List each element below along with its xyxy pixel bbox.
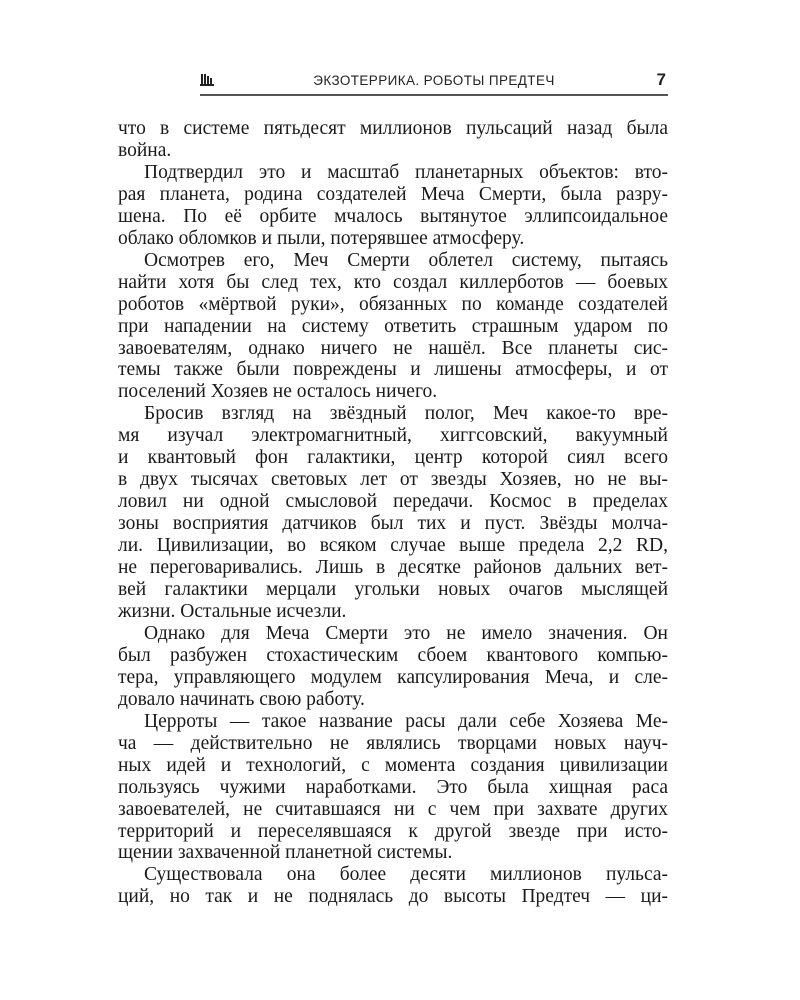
text-line: найти хотя бы след тех, кто создал киллерботов — боевых — [118, 271, 668, 293]
text-line: война. — [118, 139, 172, 161]
text-line: ных идей и технологий, с момента создания цивилизации — [118, 754, 668, 776]
text-line: что в системе пятьдесят миллионов пульсаций назад была — [118, 118, 668, 139]
text-line: Подтвердил это и масштаб планетарных объектов: вто- — [144, 161, 668, 183]
text-line: пользуясь чужими наработками. Это была хищная раса — [118, 776, 668, 798]
text-line: в двух тысячах световых лет от звезды Хозяев, но не вы- — [118, 469, 668, 491]
text-line: мя изучал электромагнитный, хиггсовский, вакуумный — [118, 425, 668, 447]
text-line: Существовала она более десяти миллионов пульса- — [144, 864, 668, 886]
paragraph — [118, 250, 668, 404]
text-line: завоевателям, однако ничего не нашёл. Все планеты сис- — [118, 337, 668, 359]
text-line: вей галактики мерцали угольки новых очагов мыслящей — [118, 579, 668, 601]
text-line: Однако для Меча Смерти это не имело значения. Он — [144, 622, 668, 644]
paragraph — [118, 162, 668, 250]
text-line: облако обломков и пыли, потерявшее атмосферу. — [118, 227, 525, 249]
page-number: 7 — [656, 70, 666, 89]
running-header — [200, 70, 668, 96]
paragraph — [118, 711, 668, 865]
text-line: поселений Хозяев не осталось ничего. — [118, 381, 438, 403]
text-line: тера, управляющего модулем капсулирования Меча, и сле- — [118, 666, 668, 688]
text-line: шена. По её орбите мчалось вытянутое эллипсоидальное — [118, 205, 668, 227]
text-line: не переговаривались. Лишь в десятке районов дальних вет- — [118, 557, 668, 579]
text-line: рая планета, родина создателей Меча Смерти, была разру- — [118, 183, 668, 205]
paragraph — [118, 864, 668, 908]
text-line: ли. Цивилизации, во всяком случае выше предела 2,2 RD, — [118, 535, 668, 557]
text-line: ча — действительно не являлись творцами новых науч- — [118, 732, 668, 754]
running-title: ЭКЗОТЕРРИКА. РОБОТЫ ПРЕДТЕЧ — [313, 73, 555, 88]
paragraph — [118, 623, 668, 711]
text-line: зоны восприятия датчиков был тих и пуст. Звёзды молча- — [118, 513, 668, 535]
text-line: завоевателей, не считавшаяся ни с чем при захвате других — [118, 798, 668, 820]
text-line: ловил ни одной смысловой передачи. Космос в пределах — [118, 491, 668, 513]
text-line: Бросив взгляд на звёздный полог, Меч какое-то вре- — [144, 403, 668, 425]
text-line: довало начинать свою работу. — [118, 688, 365, 710]
text-line: роботов «мёртвой руки», обязанных по команде создателей — [118, 293, 668, 315]
paragraph — [118, 118, 668, 162]
body-text — [118, 118, 668, 908]
paragraph — [118, 403, 668, 623]
text-line: ций, но так и не поднялась до высоты Предтеч — ци- — [118, 886, 668, 908]
text-line: Церроты — такое название расы дали себе Хозяева Ме- — [144, 710, 668, 732]
text-line: Осмотрев его, Меч Смерти облетел систему, пытаясь — [144, 249, 668, 271]
text-line: при нападении на систему ответить страшным ударом по — [118, 315, 668, 337]
text-line: территорий и переселявшаяся к другой звезде при исто- — [118, 820, 668, 842]
text-line: щении захваченной планетной системы. — [118, 842, 453, 864]
text-line: был разбужен стохастическим сбоем квантового компью- — [118, 644, 668, 666]
text-line: и квантовый фон галактики, центр которой сиял всего — [118, 447, 668, 469]
text-line: темы также были повреждены и лишены атмосферы, и от — [118, 359, 668, 381]
text-line: жизни. Остальные исчезли. — [118, 600, 347, 622]
